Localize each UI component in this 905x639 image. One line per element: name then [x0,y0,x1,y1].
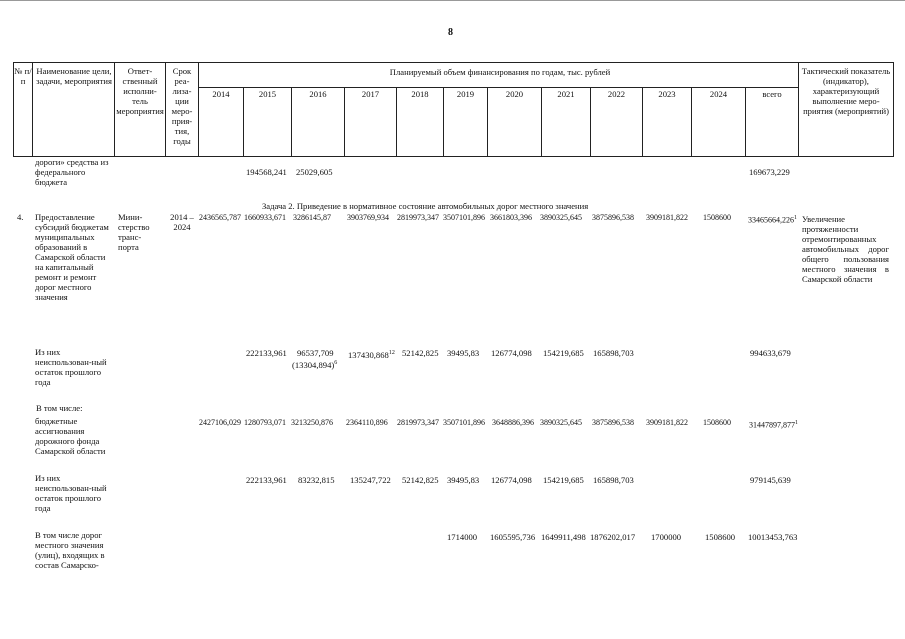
year-2021: 2021 [557,89,575,99]
scan-top-edge [0,0,905,1]
row4-term: 2014 – 2024 [170,212,194,232]
unused2-2020: 126774,098 [491,475,532,485]
unused2-2015: 222133,961 [246,475,287,485]
year-2019: 2019 [456,89,475,99]
unused2-name: Из них неиспользован-ный остаток прошлого года [35,473,107,513]
unused1-2022: 165898,703 [593,348,634,358]
local-2024: 1508600 [705,532,736,542]
row4-2024: 1508600 [703,213,731,222]
row4-2020: 3661803,396 [490,213,532,222]
budget-2014: 2427106,029 [199,418,241,427]
row4-num: 4. [17,212,24,222]
year-total: всего [762,89,782,99]
local-2023: 1700000 [651,532,682,542]
row4-total: 33465664,226$^1$ [748,215,797,225]
unused1-2015: 222133,961 [246,348,287,358]
unused1-name: Из них неиспользован-ный остаток прошлого года [35,347,107,387]
unused2-2022: 165898,703 [593,475,634,485]
unused1-2016-note: $(13304,894)^6$ [292,359,338,370]
year-2020: 2020 [505,89,524,99]
header-indicator: Тактический показатель (индикатор), характеризующий выполнение меро-приятия (мероприятий) [801,66,891,116]
unused2-2018: 52142,825 [402,475,439,485]
local-2022: 1876202,017 [590,532,636,542]
year-2017: 2017 [361,89,380,99]
local-2020: 1605595,736 [490,532,536,542]
year-2018: 2018 [411,89,429,99]
unused1-2018: 52142,825 [402,348,439,358]
including-label: В том числе: [36,403,83,413]
header-name: Наименование цели, задачи, мероприятия [36,66,112,86]
local-roads-name: В том числе дорог местного значения (улиц), входящих в состав Самарско- [35,530,105,570]
row4-2016: 3286145,87 [293,213,331,222]
page-number: 8 [448,27,453,38]
header-executor: Ответ-ственный исполни-тель мероприятия [116,66,164,116]
unused1-2020: 126774,098 [491,348,532,358]
local-total: 10013453,763 [748,532,798,542]
row4-2015: 1660933,671 [244,213,286,222]
year-2023: 2023 [658,89,676,99]
budget-2023: 3909181,822 [646,418,688,427]
budget-2018: 2819973,347 [397,418,439,427]
local-2019: 1714000 [447,532,478,542]
row4-name: Предоставление субсидий бюджетам муниципальных образований в Самарской области на капитальный ремонт и ремонт дорог местного значения [35,212,109,302]
carry-row-name: дороги» средства из федерального бюджета [35,157,109,187]
unused1-total: 994633,679 [750,348,791,358]
unused2-2019: 39495,83 [447,475,480,485]
budget-2016: 3213250,876 [291,418,333,427]
budget-2015: 1280793,071 [244,418,286,427]
unused1-2019: 39495,83 [447,348,480,358]
row4-2017: 3903769,934 [347,213,389,222]
budget-name: бюджетные ассигнования дорожного фонда Самарской области [35,416,106,456]
header-term: Срок реа-лиза-ции меро-прия-тия, годы [171,66,193,146]
year-2015: 2015 [258,89,277,99]
row4-2014: 2436565,787 [199,213,241,222]
row4-indicator: Увеличение протяженности отремонтированных автомобильных дорог общего пользования местного значения в Самарской области [802,214,889,284]
budget-2022: 3875896,538 [592,418,634,427]
row4-2022: 3875896,538 [592,213,634,222]
unused2-total: 979145,639 [750,475,791,485]
row4-2018: 2819973,347 [397,213,439,222]
task2-title: Задача 2. Приведение в нормативное состояние автомобильных дорог местного значения [262,201,589,211]
header-funding: Планируемый объем финансирования по годам, тыс. рублей [389,67,611,77]
budget-2024: 1508600 [703,418,731,427]
budget-total: 31447897,877$^1$ [749,420,798,430]
unused2-2016: 83232,815 [298,475,335,485]
local-2021: 1649911,498 [541,532,586,542]
unused2-2017: 135247,722 [350,475,391,485]
year-2016: 2016 [309,89,327,99]
carry-2015: 194568,241 [246,167,287,177]
budget-2019: 3507101,896 [443,418,485,427]
header-num: № п/п [14,66,32,86]
year-2022: 2022 [607,89,626,99]
budget-2020: 3648886,396 [492,418,534,427]
budget-2017: 2364110,896 [346,418,388,427]
unused1-2016: 96537,709 [297,348,334,358]
unused1-2021: 154219,685 [543,348,584,358]
carry-total: 169673,229 [749,167,790,177]
row4-executor: Мини-стерство транс-порта [118,212,150,252]
row4-2019: 3507101,896 [443,213,485,222]
year-2014: 2014 [212,89,230,99]
carry-2016: 25029,605 [296,167,333,177]
row4-2023: 3909181,822 [646,213,688,222]
year-2024: 2024 [709,89,728,99]
row4-2021: 3890325,645 [540,213,582,222]
unused2-2021: 154219,685 [543,475,584,485]
budget-2021: 3890325,645 [540,418,582,427]
unused1-2017: 137430,868$^{12}$ [348,349,395,360]
